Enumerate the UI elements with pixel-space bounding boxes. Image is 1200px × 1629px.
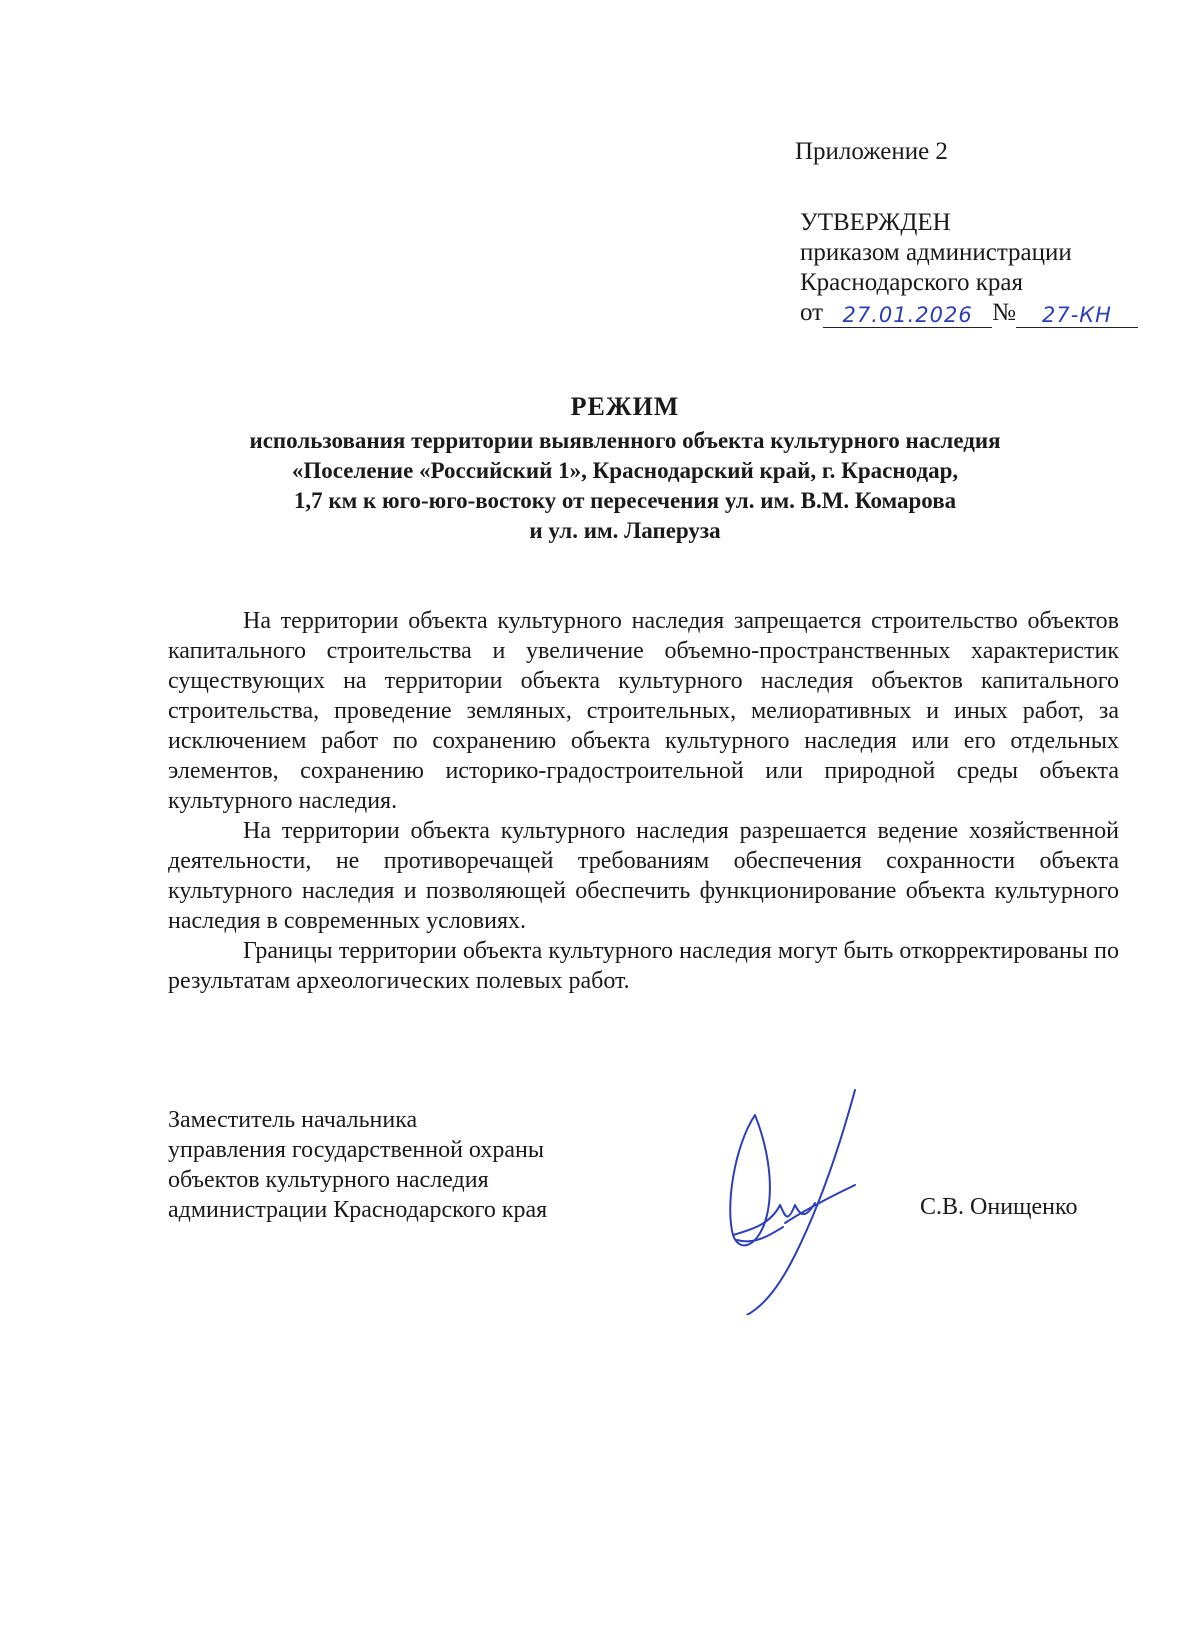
handwritten-date: 27.01.2026 (823, 303, 992, 328)
paragraph-permission: На территории объекта культурного наследия разрешается ведение хозяйственной деятельности, не противоречащей требованиям обеспечения сохранности объекта культурного наследия и позволяющей обеспечить функционирование объекта культурного наследия в современных условиях. (168, 818, 1119, 934)
document-title (150, 392, 1100, 546)
paragraph-boundaries: Границы территории объекта культурного наследия могут быть откорректированы по результатам археологических полевых работ. (168, 938, 1119, 994)
paragraph-prohibition: На территории объекта культурного наследия запрещается строительство объектов капитального строительства и увеличение объемно-пространственных характеристик существующих на территории объекта культурного наследия объектов капитального строительства, проведение земляных, строительных, мелиоративных и иных работ, за исключением работ по сохранению объекта культурного наследия или его отдельных элементов, сохранению историко-градостроительной или природной среды объекта культурного наследия. (168, 608, 1119, 814)
signer-position-line: администрации Краснодарского края (168, 1197, 548, 1223)
signer-position-line: объектов культурного наследия (168, 1167, 489, 1193)
title-line: использования территории выявленного объекта культурного наследия (249, 428, 1001, 453)
approval-line-2: Краснодарского края (800, 269, 1023, 296)
approval-stamp (800, 208, 1138, 328)
body-text (168, 606, 1119, 996)
title-line: и ул. им. Лаперуза (529, 518, 721, 543)
order-reference (800, 298, 1138, 328)
date-prefix: от (800, 299, 824, 326)
approval-line-1: приказом администрации (800, 239, 1072, 266)
approval-heading: УТВЕРЖДЕН (800, 209, 951, 236)
signer-position-line: управления государственной охраны (168, 1137, 544, 1163)
title-subtitle (150, 426, 1100, 546)
number-sign: № (992, 299, 1016, 326)
title-line: «Поселение «Российский 1», Краснодарский край, г. Краснодар, (291, 458, 959, 483)
handwritten-number: 27-КН (1016, 303, 1138, 328)
appendix-label: Приложение 2 (795, 138, 948, 165)
handwritten-signature (725, 1085, 875, 1315)
title-line: 1,7 км к юго-юго-востоку от пересечения ул. им. В.М. Комарова (293, 488, 957, 513)
title-main: РЕЖИМ (570, 392, 680, 421)
signer-name: С.В. Онищенко (920, 1194, 1078, 1220)
signer-position (168, 1105, 547, 1225)
signer-position-line: Заместитель начальника (168, 1107, 418, 1133)
